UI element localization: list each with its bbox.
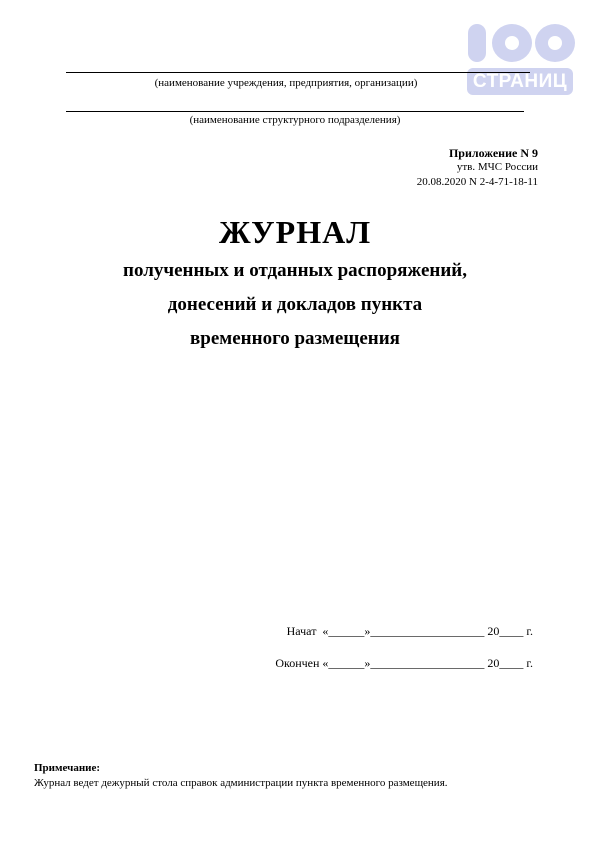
note-text: Журнал ведет дежурный стола справок администрации пункта временного размещения. [34, 777, 448, 789]
finished-date-line: Окончен «______»___________________ 20____ г. [275, 656, 533, 670]
subdivision-line [66, 111, 524, 112]
logo-word: СТРАНИЦ [467, 68, 573, 95]
journal-subtitle-line1: полученных и отданных распоряжений, [123, 260, 467, 281]
started-date-line: Начат «______»___________________ 20____ г. [286, 624, 533, 638]
org-name-line [66, 72, 530, 73]
appendix-date-number: 20.08.2020 N 2-4-71-18-11 [416, 176, 538, 188]
subdivision-caption: (наименование структурного подразделения) [189, 114, 401, 126]
note-label: Примечание: [34, 762, 101, 774]
appendix-approved-by: утв. МЧС России [456, 161, 538, 173]
appendix-title: Приложение N 9 [448, 146, 538, 160]
journal-subtitle-line2: донесений и докладов пункта [167, 294, 423, 315]
logo-digits-graphic [467, 20, 577, 68]
journal-subtitle-line3: временного размещения [190, 328, 400, 349]
org-name-caption: (наименование учреждения, предприятия, организации) [154, 77, 418, 89]
journal-title: ЖУРНАЛ [218, 214, 372, 250]
